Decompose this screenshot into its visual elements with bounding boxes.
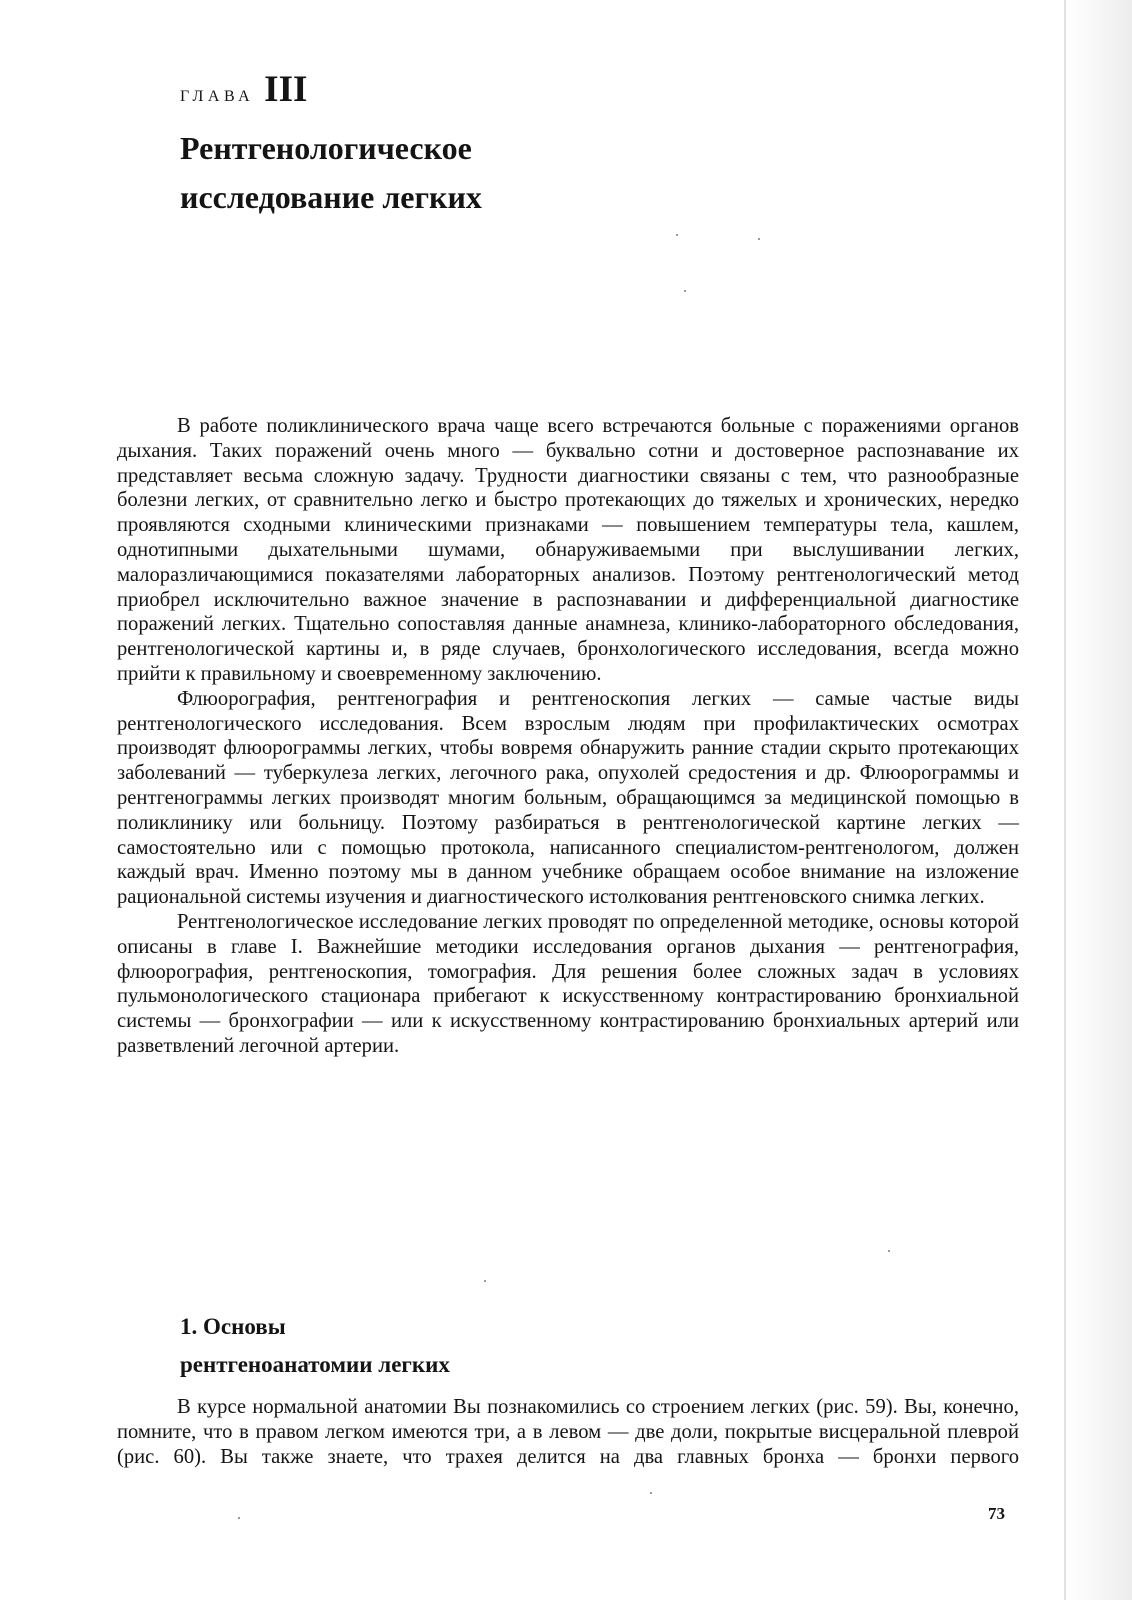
intro-text: [117, 414, 1019, 1059]
chapter-heading: [180, 68, 307, 108]
scan-speck: [650, 1492, 652, 1494]
chapter-title-line-1: Рентгенологическое: [180, 130, 472, 166]
intro-paragraph-1: В работе поликлинического врача чаще всего встречаются больные с поражениями органов дыхания. Таких поражений очень много — буквально сотни и достоверное распознавание их представляет весьма сложную задачу. Трудности диагностики связаны с тем, что разнообразные болезни легких, от сравнительно легко и быстро протекающих до тяжелых и хронических, нередко проявляются сходными клиническими признаками — повышением температуры тела, кашлем, однотипными дыхательными шумами, обнаруживаемыми при выслушивании легких, малоразличающимися показателями лабораторных анализов. Поэтому рентгенологический метод приобрел исключительно важное значение в распознавании и дифференциальной диагностике поражений легких. Тщательно сопоставляя данные анамнеза, клинико-лабораторного обследования, рентгенологической картины и, в ряде случаев, бронхологического исследования, всегда можно прийти к правильному и своевременному заключению.: [117, 415, 1019, 685]
section-title-line-1: 1. Основы: [180, 1314, 286, 1339]
section-paragraph-1: В курсе нормальной анатомии Вы познакомились со строением легких (рис. 59). Вы, конечно, помните, что в правом легком имеются три, а в левом — две доли, покрытые висцеральной плеврой (рис. 60). Вы также знаете, что трахея делится на два главных бронха — бронхи первого: [117, 1396, 1019, 1468]
section-text: [117, 1395, 1019, 1469]
chapter-title-line-2: исследование легких: [180, 179, 482, 215]
page-number: 73: [988, 1504, 1005, 1523]
page-edge-shadow: [1064, 0, 1132, 1600]
scan-speck: [684, 290, 686, 292]
intro-paragraph-3: Рентгенологическое исследование легких проводят по определенной методике, основы которой описаны в главе I. Важнейшие методики исследования органов дыхания — рентгенография, флюорография, рентгеноскопия, томография. Для решения более сложных задач в условиях пульмонологического стационара прибегают к искусственному контрастированию бронхиальной системы — бронхографии — или к искусственному контрастированию бронхиальных артерий или разветвлений легочной артерии.: [117, 910, 1019, 1057]
intro-paragraph-2: Флюорография, рентгенография и рентгеноскопия легких — самые частые виды рентгенологического исследования. Всем взрослым людям при профилактических осмотрах производят флюорограммы легких, чтобы вовремя обнаружить ранние стадии скрыто протекающих заболеваний — туберкулеза легких, легочного рака, опухолей средостения и др. Флюорограммы и рентгенограммы легких производят многим больным, обращающимся за медицинской помощью в поликлинику или больницу. Поэтому разбираться в рентгенологической картине легких — самостоятельно или с помощью протокола, написанного специалистом-рентгенологом, должен каждый врач. Именно поэтому мы в данном учебнике обращаем особое внимание на изложение рациональной системы изучения и диагностического истолкования рентгеновского снимка легких.: [117, 687, 1019, 909]
scan-speck: [758, 238, 760, 240]
chapter-label: ГЛАВА: [180, 88, 255, 105]
scan-speck: [888, 1250, 890, 1252]
section-title: [180, 1308, 450, 1384]
scan-speck: [484, 1280, 486, 1282]
section-title-line-2: рентгеноанатомии легких: [180, 1352, 450, 1377]
chapter-number: III: [264, 69, 308, 110]
scan-speck: [676, 234, 678, 236]
chapter-title: [180, 124, 482, 222]
scan-speck: [238, 1517, 240, 1519]
